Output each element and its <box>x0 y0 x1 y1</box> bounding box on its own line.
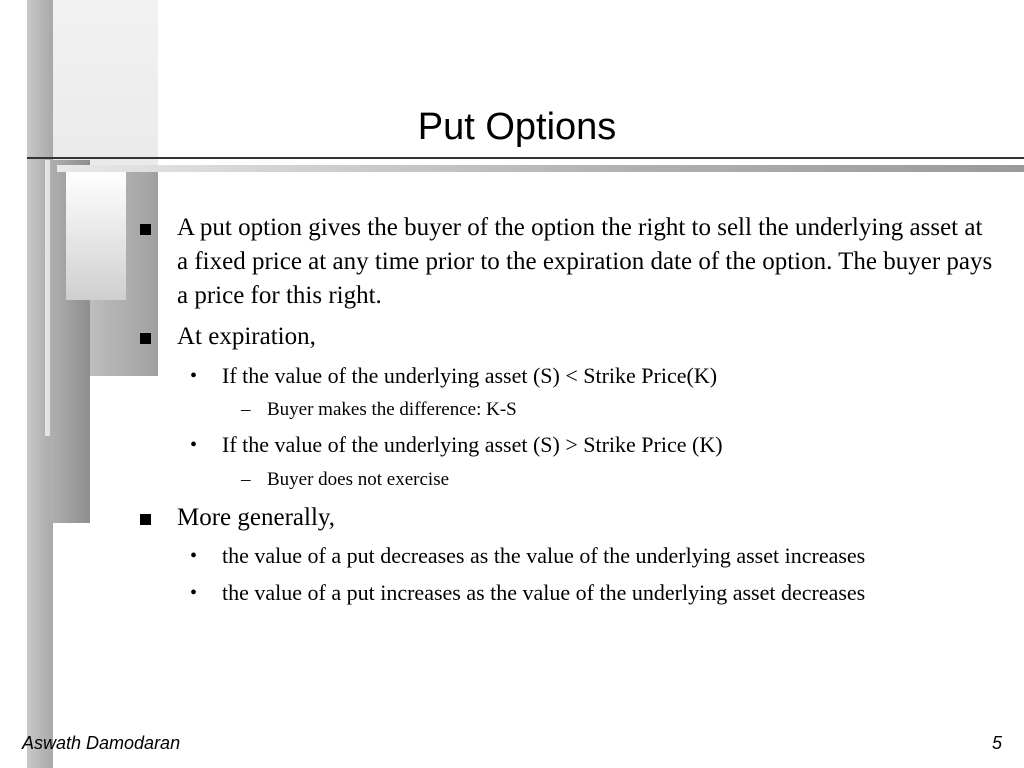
bullet-text: More generally, <box>177 504 336 531</box>
dash-bullet-icon: – <box>241 469 251 490</box>
dash-bullet-icon: – <box>241 399 251 420</box>
sub-bullet-text: the value of a put decreases as the value of the underlying asset increases <box>222 543 866 568</box>
square-bullet-icon <box>140 514 151 525</box>
decorative-bar <box>66 172 126 300</box>
dot-bullet-icon: • <box>190 582 198 604</box>
footer-author: Aswath Damodaran <box>22 733 181 753</box>
sub-bullet-text: the value of a put increases as the value of the underlying asset decreases <box>222 580 866 605</box>
dot-bullet-icon: • <box>190 545 198 567</box>
dot-bullet-icon: • <box>190 365 198 387</box>
slide-title: Put Options <box>417 106 617 148</box>
sub-bullet-text: If the value of the underlying asset (S) < Strike Price(K) <box>222 363 718 388</box>
bullet-text: A put option gives the buyer of the option the right to sell the underlying asset at a fixed price at any time prior to the expiration date of the option. The buyer pays a price for this right. <box>177 214 993 309</box>
title-divider-line <box>27 157 1024 159</box>
square-bullet-icon <box>140 224 151 235</box>
dot-bullet-icon: • <box>190 434 198 456</box>
sub-bullet-text: If the value of the underlying asset (S) > Strike Price (K) <box>222 432 723 457</box>
sub-sub-bullet-text: Buyer makes the difference: K-S <box>267 399 517 420</box>
page-number: 5 <box>992 733 1003 753</box>
title-divider-bar <box>57 165 1024 172</box>
square-bullet-icon <box>140 333 151 344</box>
bullet-text: At expiration, <box>177 323 316 350</box>
sub-sub-bullet-text: Buyer does not exercise <box>267 469 450 490</box>
